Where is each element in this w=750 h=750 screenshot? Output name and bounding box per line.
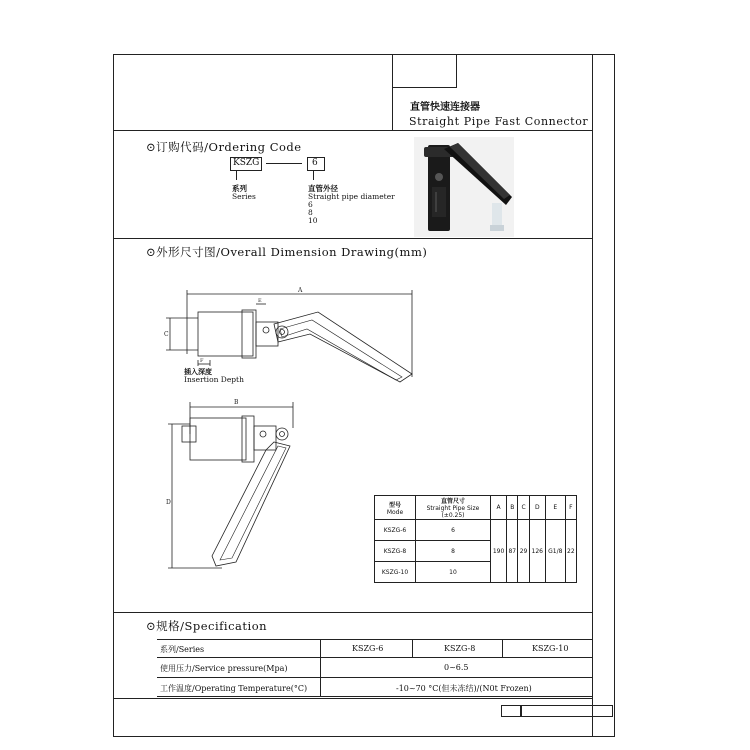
code-dash — [266, 163, 302, 164]
size-8: 8 — [308, 208, 313, 217]
sep-ordering — [113, 130, 593, 131]
title-box-midv — [456, 54, 457, 88]
frame-right-inner — [592, 54, 593, 737]
spec-row-1 — [157, 657, 593, 658]
series-leader — [236, 170, 237, 180]
footer-box-2 — [521, 705, 613, 717]
frame-bottom — [113, 736, 615, 737]
spec-row-top — [157, 639, 593, 640]
spec-temp-value: -10~70 °C(但未冻结)/(N0t Frozen) — [396, 684, 532, 693]
sep-spec — [113, 612, 593, 613]
spec-heading: ⊙规格/Specification — [146, 619, 268, 633]
cell-d: 126 — [529, 520, 545, 583]
size-10: 10 — [308, 216, 318, 225]
cell-a: 190 — [491, 520, 507, 583]
row-size: 10 — [416, 562, 491, 583]
frame-top — [113, 54, 615, 55]
product-photo — [414, 137, 514, 237]
spec-series-1: KSZG-8 — [444, 644, 476, 653]
spec-pressure-value: 0~6.5 — [444, 663, 469, 672]
sep-bottom — [113, 698, 593, 699]
th-e: E — [545, 496, 565, 520]
cell-c: 29 — [518, 520, 529, 583]
dim-label-b: B — [234, 399, 239, 406]
dimension-table — [374, 495, 577, 583]
th-model-en: Mode — [386, 508, 404, 516]
th-c: C — [518, 496, 529, 520]
dim-label-f: F — [200, 358, 204, 364]
row-size: 8 — [416, 541, 491, 562]
spec-series-label: 系列/Series — [160, 645, 205, 654]
code-series: KSZG — [233, 158, 260, 168]
spec-col-label — [320, 639, 321, 696]
title-box-left — [392, 54, 393, 130]
spec-col-a — [412, 639, 413, 657]
title-cn: 直管快速连接器 — [410, 102, 480, 113]
title-box-mid — [392, 87, 456, 88]
drawing-heading: ⊙外形尺寸图/Overall Dimension Drawing(mm) — [146, 245, 428, 259]
spec-temp-label: 工作温度/Operating Temperature(°C) — [160, 684, 308, 693]
spec-series-2: KSZG-10 — [532, 644, 569, 653]
row-model: KSZG-6 — [375, 520, 416, 541]
th-size-en: Straight Pipe Size — [426, 505, 480, 512]
th-d: D — [529, 496, 545, 520]
code-size: 6 — [312, 158, 318, 168]
th-size-cn: 直管尺寸 — [440, 498, 465, 505]
cell-b: 87 — [507, 520, 518, 583]
frame-right-outer — [614, 54, 615, 737]
th-f: F — [565, 496, 576, 520]
dim-label-d: D — [166, 499, 171, 506]
title-en: Straight Pipe Fast Connector — [409, 115, 589, 128]
frame-left — [113, 54, 114, 737]
diam-cn: 直管外径 — [308, 184, 338, 193]
insertion-en: Insertion Depth — [184, 375, 244, 384]
row-size: 6 — [416, 520, 491, 541]
dim-label-c: C — [164, 331, 169, 338]
diam-en: Straight pipe diameter — [308, 192, 395, 201]
spec-series-0: KSZG-6 — [352, 644, 384, 653]
th-model-cn: 型号 — [388, 501, 401, 509]
diam-leader — [313, 170, 314, 180]
th-a: A — [491, 496, 507, 520]
spec-row-2 — [157, 677, 593, 678]
spec-pressure-label: 使用压力/Service pressure(Mpa) — [160, 664, 288, 673]
dim-label-e: E — [258, 298, 262, 304]
series-cn: 系列 — [232, 184, 247, 193]
spec-row-3 — [157, 696, 593, 697]
th-b: B — [507, 496, 518, 520]
insertion-cn: 插入深度 — [184, 368, 212, 376]
row-model: KSZG-10 — [375, 562, 416, 583]
series-en: Series — [232, 192, 256, 201]
dim-label-a: A — [298, 287, 303, 294]
ordering-heading: ⊙订购代码/Ordering Code — [146, 140, 302, 154]
sep-drawing — [113, 238, 593, 239]
size-6: 6 — [308, 200, 313, 209]
cell-e: G1/8 — [545, 520, 565, 583]
cell-f: 22 — [565, 520, 576, 583]
row-model: KSZG-8 — [375, 541, 416, 562]
th-size-tol: (±0.25) — [441, 512, 465, 519]
footer-box-1 — [501, 705, 521, 717]
spec-col-b — [502, 639, 503, 657]
